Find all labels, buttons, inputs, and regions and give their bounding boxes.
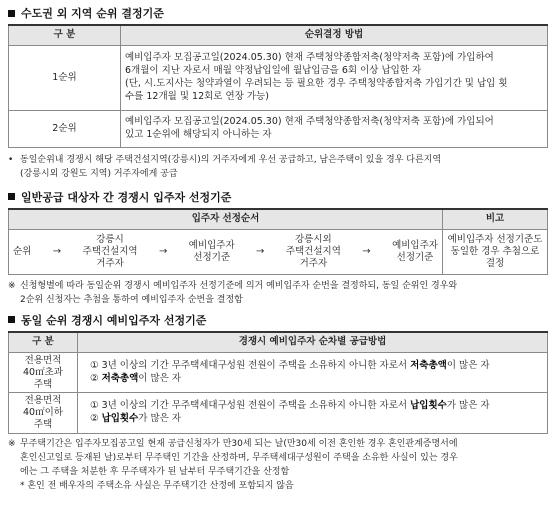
flow-step-outside-resident: 강릉시외 주택건설지역 거주자 <box>285 234 341 269</box>
flow-step-rank: 순위 <box>13 245 32 257</box>
section2-title <box>8 188 548 206</box>
under40-item1: ① 3년 이상의 기간 무주택세대구성원 전원이 주택을 소유하지 아니한 자로서 납입횟수가 많은 자 <box>90 400 490 412</box>
section3-title-text: 동일 순위 경쟁시 예비입주자 선정기준 <box>21 313 207 327</box>
section1-note-line1: 동일순위내 경쟁시 해당 주택건설지역(강릉시)의 거주자에게 우선 공급하고, 남은주택이 있을 경우 다른지역 <box>20 155 442 165</box>
section2-note <box>8 280 548 308</box>
arrow-right-icon: → <box>256 246 265 258</box>
reference-mark-icon: ※ <box>8 280 16 291</box>
section1-title-text: 수도권 외 지역 순위 결정기준 <box>21 7 164 20</box>
remark-cell: 예비입주자 선정기준도 동일한 경우 추첨으로 결정 <box>443 229 548 274</box>
arrow-right-icon: → <box>52 246 62 258</box>
table-row-over40 <box>9 352 548 393</box>
table-row-rank2 <box>9 111 548 148</box>
bullet-icon: • <box>8 155 14 165</box>
section2-note-line1: 신청형별에 따라 동일순위 경쟁시 예비입주자 선정기준에 의거 예비입주자 순번을 결정하되, 동일 순위인 경우와 <box>20 280 458 291</box>
selection-flow <box>11 234 440 270</box>
arrow-right-icon: → <box>362 246 371 258</box>
section1-note <box>8 154 548 182</box>
section2-note-line2: 2순위 신청자는 추첨을 통하여 예비입주자 순번을 결정함 <box>20 294 243 305</box>
section3-note-line1: 무주택기간은 입주자모집공고일 현재 공급신청자가 만30세 되는 날(만30세 이전 혼인한 경우 혼인관계증명서에 <box>20 439 458 449</box>
rank1-label: 1순위 <box>9 46 121 111</box>
table-header-category: 구 분 <box>9 332 78 353</box>
selection-flow-row <box>9 229 548 274</box>
table-row-under40 <box>9 393 548 434</box>
table-header-category: 구 분 <box>9 25 121 46</box>
section3-note <box>8 438 548 494</box>
section2-title-text: 일반공급 대상자 간 경쟁시 입주자 선정기준 <box>21 190 232 204</box>
table-header-order: 입주자 선정순서 <box>9 209 443 230</box>
table-row-rank1 <box>9 46 548 111</box>
section3-title <box>8 311 548 329</box>
under40-item2: ② 납입횟수가 많은 자 <box>90 413 182 425</box>
rank2-line1: 예비입주자 모집공고일(2024.05.30) 현재 주택청약종합저축(청약저축 포함)에 가입되어 <box>125 116 494 128</box>
section1-title <box>8 4 548 22</box>
page <box>8 0 548 494</box>
table-header-supply-method: 경쟁시 예비입주자 순차별 공급방법 <box>78 332 548 353</box>
rank2-line2: 있고 1순위에 해당되지 아니하는 자 <box>125 129 272 140</box>
section3-note-line2: 혼인신고일로 등재된 날)로부터 무주택인 기간을 산정하며, 무주택세대구성원이 주택을 소유한 사실이 있는 경우 <box>20 452 458 463</box>
flow-step-gangneung-resident: 강릉시 주택건설지역 거주자 <box>82 234 138 269</box>
type-under40: 전용면적 40㎡이하 주택 <box>9 393 78 434</box>
rank1-line4: 수를 12개월 및 12회로 연장 가능) <box>125 90 269 102</box>
over40-item1: ① 3년 이상의 기간 무주택세대구성원 전원이 주택을 소유하지 아니한 자로서 저축총액이 많은 자 <box>90 359 490 371</box>
rank1-line2: 6개월이 지난 자로서 매월 약정납입일에 월납입금을 6회 이상 납입한 자 <box>125 65 422 77</box>
table-header-remark: 비고 <box>443 209 548 230</box>
type-over40: 전용면적 40㎡초과 주택 <box>9 352 78 393</box>
flow-step-criteria-2: 예비입주자 선정기준 <box>392 240 438 263</box>
tiebreak-table <box>8 331 548 434</box>
section3-note-line3: 에는 그 주택을 처분한 후 무주택자가 된 날부터 무주택기간을 산정함 <box>20 466 290 477</box>
rank2-label: 2순위 <box>9 111 121 148</box>
selection-order-table <box>8 208 548 275</box>
over40-item2: ② 저축총액이 많은 자 <box>90 372 182 384</box>
rank1-line3: (단, 시.도지사는 청약과열이 우려되는 등 필요한 경우 주택청약종합저축 가입기간 및 납입 횟 <box>125 78 508 89</box>
square-bullet-icon <box>8 316 15 323</box>
section1-note-line2: (강릉시외 강원도 지역) 거주자에게 공급 <box>20 168 178 179</box>
rank1-line1: 예비입주자 모집공고일(2024.05.30) 현재 주택청약종합저축(청약저축 포함)에 가입하여 <box>125 52 494 64</box>
section3-sub-note: * 혼인 전 배우자의 주택소유 사실은 무주택기간 산정에 포함되지 않음 <box>20 480 294 491</box>
reference-mark-icon: ※ <box>8 439 16 449</box>
table-header-method: 순위결정 방법 <box>121 25 548 46</box>
square-bullet-icon <box>8 10 15 17</box>
rank-criteria-table <box>8 24 548 148</box>
flow-step-criteria-1: 예비입주자 선정기준 <box>188 240 235 263</box>
square-bullet-icon <box>8 193 15 200</box>
arrow-right-icon: → <box>158 246 168 258</box>
